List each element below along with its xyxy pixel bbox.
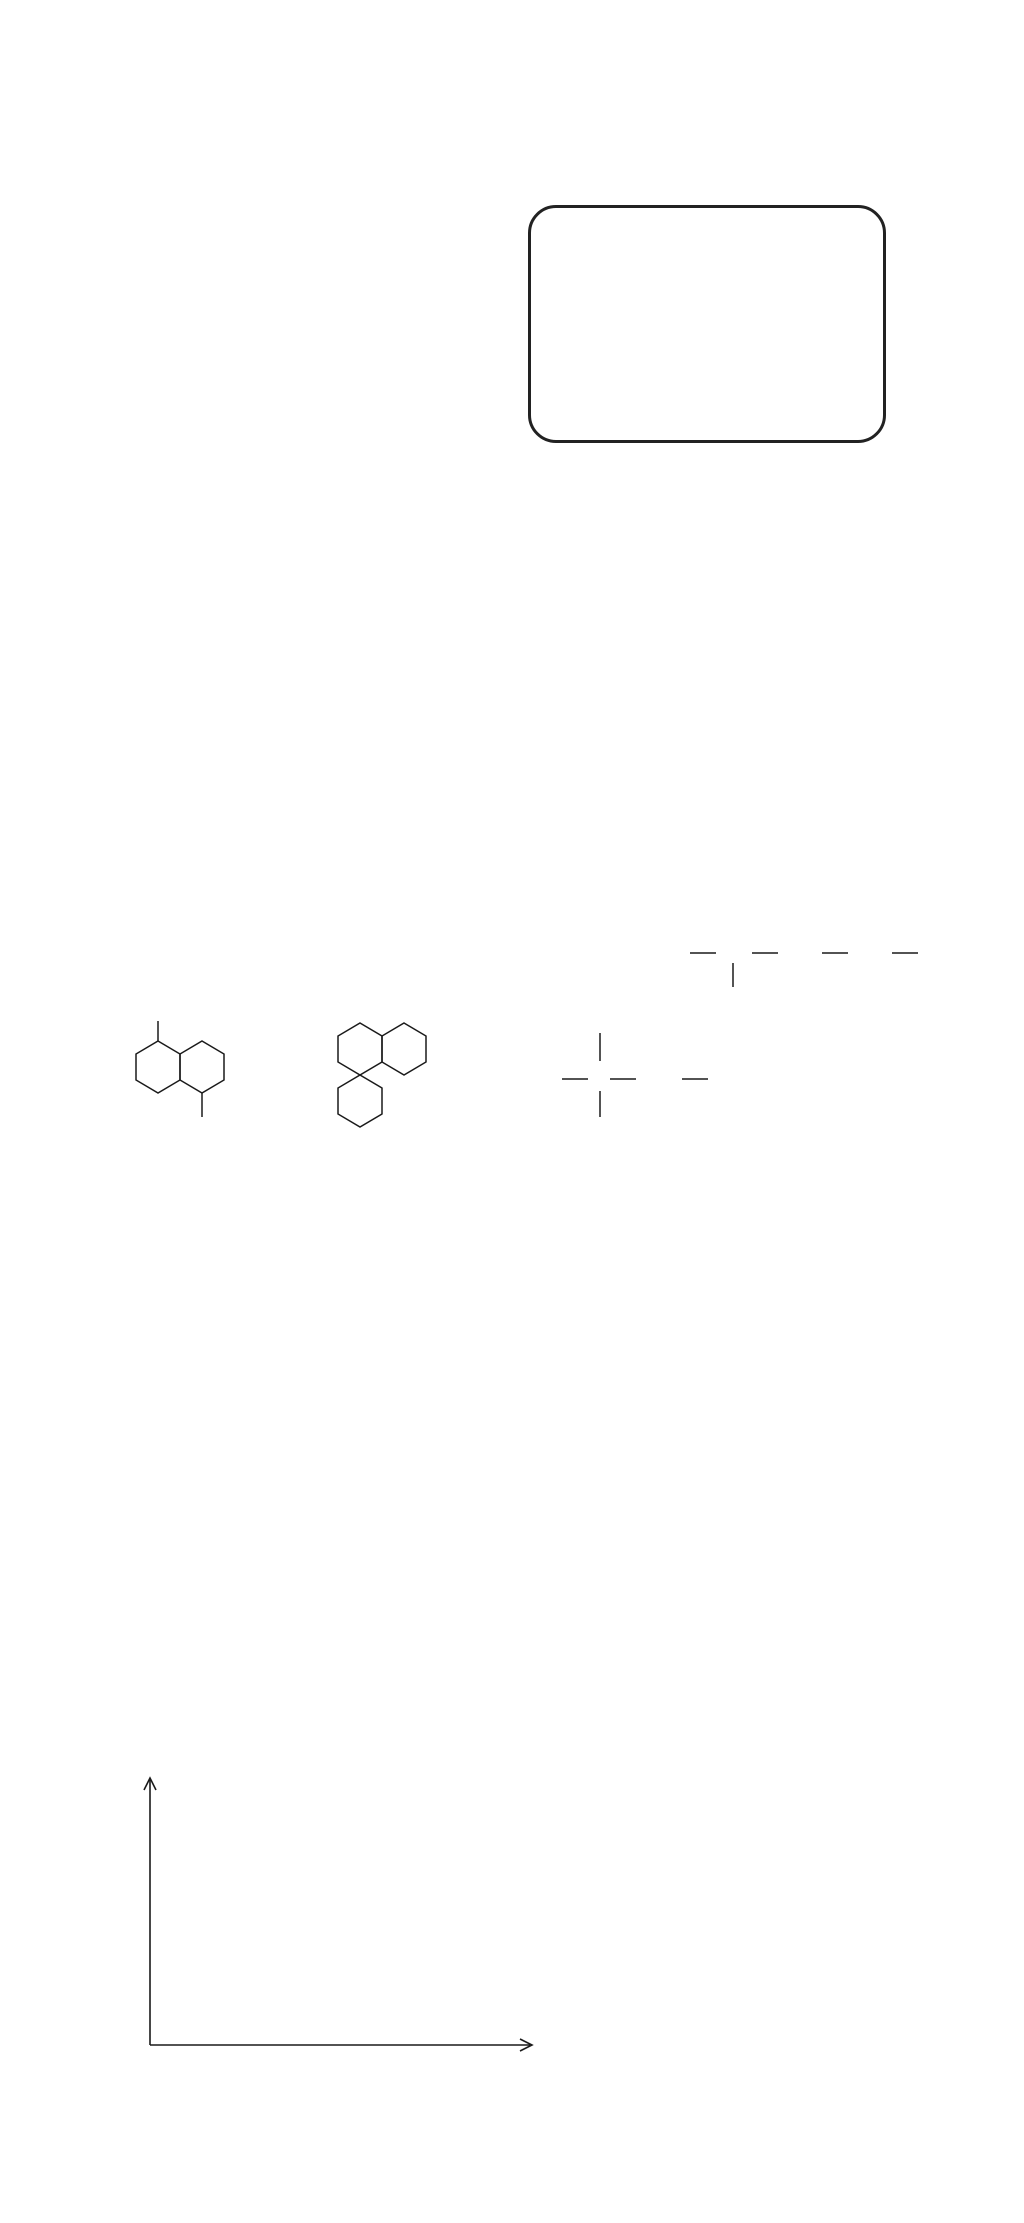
q17-chart xyxy=(0,1760,560,2070)
q11-structures xyxy=(0,895,1024,1160)
watermark-stamp xyxy=(528,205,886,443)
